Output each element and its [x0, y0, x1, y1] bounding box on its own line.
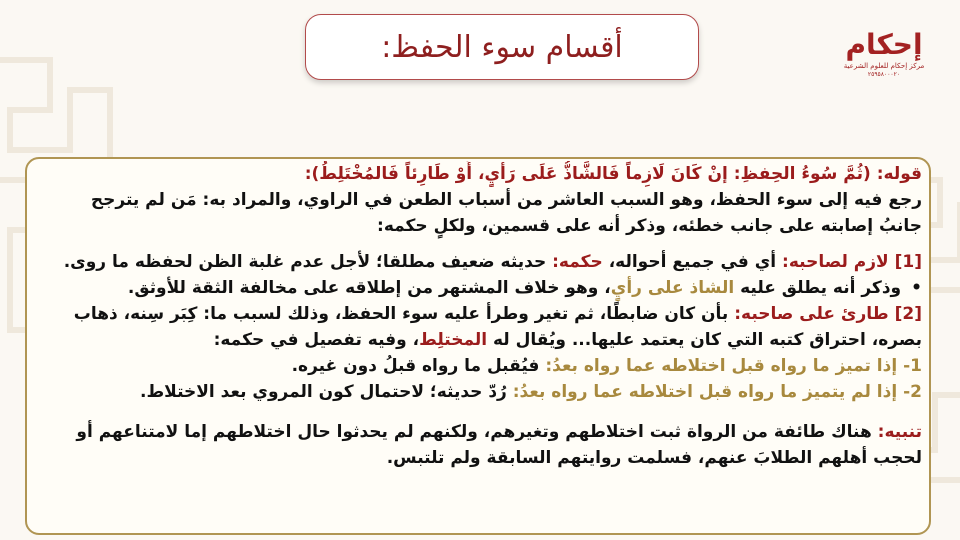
line-7-red: المختلِط — [419, 330, 488, 350]
line-9-label: 2- إذا لم يتميز ما رواه قبل اختلاطه عما رواه بعدُ: — [506, 382, 922, 402]
title-box — [305, 14, 699, 80]
line-10 — [40, 419, 922, 445]
line-5 — [40, 275, 922, 301]
spacer — [40, 405, 922, 419]
line-4-text2: حديثه ضعيف مطلقا؛ لأجل عدم غلبة الظن لحفظه ما روى. — [63, 252, 547, 272]
line-5-text2: ، وهو خلاف المشتهر من إطلاقه على مخالفة الثقة للأوثق. — [127, 278, 611, 298]
line-2: رجع فيه إلى سوء الحفظ، وهو السبب العاشر من أسباب الطعن في الراوي، والمراد به: مَن لم يترجح — [90, 190, 922, 210]
logo-mark: إحكام — [845, 28, 923, 61]
line-9-text: رُدّ حديثه؛ لاحتمال كون المروي بعد الاختلاط. — [140, 382, 507, 402]
line-4 — [40, 249, 922, 275]
line-4-label2: حكمه: — [546, 252, 603, 272]
line-7-text1: بصره، احتراق كتبه التي كان يعتمد عليها... ويُقال له — [487, 330, 922, 350]
logo-number: ٢٥٩٥٨٠٠٠٢٠ — [867, 71, 901, 78]
line-8-text: فيُقبل ما رواه قبلُ دون غيره. — [291, 356, 540, 376]
content-text — [40, 161, 922, 471]
spacer — [40, 239, 922, 249]
line-6-text: بأن كان ضابطًا، ثم تغير وطرأ عليه سوء الحفظ، وذلك لسبب ما: كِبَر سِنه، ذهاب — [73, 304, 729, 324]
line-4-label: [1] لازم لصاحبه: — [776, 252, 922, 272]
line-10-label: تنبيه: — [871, 422, 922, 442]
logo-subtitle: مركز إحكام للعلوم الشرعية — [843, 62, 925, 70]
line-1 — [40, 161, 922, 187]
bullet-icon: • — [911, 278, 922, 298]
line-3: جانبُ إصابته على جانب خطئه، وذكر أنه على قسمين، ولكلٍ حكمه: — [377, 216, 922, 236]
line-9 — [40, 379, 922, 405]
line-1-label: قوله: — [870, 164, 922, 184]
line-4-text1: أي في جميع أحواله، — [602, 252, 777, 272]
line-7 — [40, 327, 922, 353]
line-10-text: هناك طائفة من الرواة ثبت اختلاطهم وتغيرهم، ولكنهم لم يحدثوا حال اختلاطهم إما لامتناعهم أو — [76, 422, 872, 442]
line-6 — [40, 301, 922, 327]
line-11: لحجب أهلهم الطلابَ عنهم، فسلمت روايتهم السابقة ولم تلتبس. — [386, 448, 922, 468]
line-5-gold: الشاذ على رأيٍ — [610, 278, 735, 298]
line-1-quote: (ثُمَّ سُوءُ الحِفظِ: إنْ كَانَ لَازِماً فَالشَّاذُّ عَلَى رَأْيٍ، أَوْ طَارِئاً فَالمُخْتَلِطُ): — [304, 164, 871, 184]
line-5-text1: وذكر أنه يطلق عليه — [734, 278, 902, 298]
slide-title: أقسام سوء الحفظ: — [381, 29, 623, 65]
logo — [843, 28, 925, 98]
line-8 — [40, 353, 922, 379]
line-8-label: 1- إذا تميز ما رواه قبل اختلاطه عما رواه بعدُ: — [539, 356, 922, 376]
line-7-text2: ، وفيه تفصيل في حكمه: — [213, 330, 420, 350]
line-6-label: [2] طارئ على صاحبه: — [728, 304, 922, 324]
